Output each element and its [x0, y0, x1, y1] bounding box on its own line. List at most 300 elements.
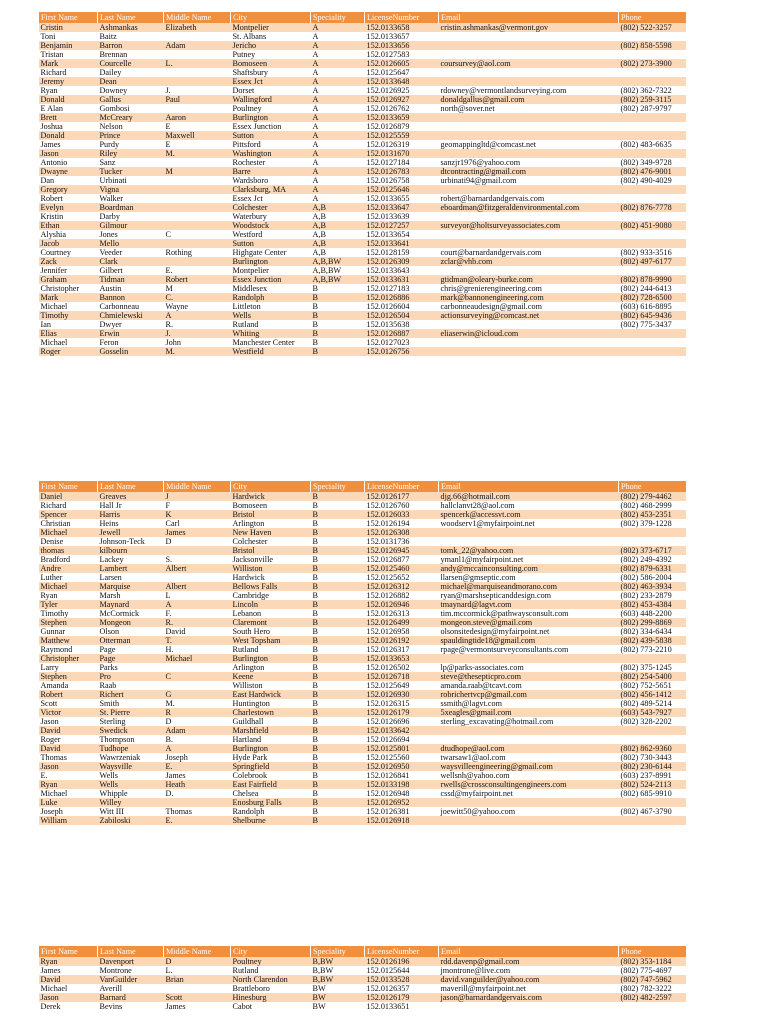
cell-first-name: Roger — [39, 735, 98, 744]
cell-email: carbonneaudesign@gmail.com — [439, 302, 619, 311]
header-row — [39, 12, 686, 23]
cell-city: Bristol — [231, 510, 311, 519]
cell-license-number: 152.0131736 — [365, 537, 439, 546]
cell-email: djg.66@hotmail.com — [439, 492, 619, 501]
cell-first-name: Timothy — [39, 609, 98, 618]
cell-email: steve@thesepticpro.com — [439, 672, 619, 681]
cell-license-number: 152.0133656 — [365, 41, 439, 50]
cell-city: Jericho — [231, 41, 311, 50]
cell-last-name: Dean — [98, 77, 164, 86]
cell-city: Clarksburg, MA — [231, 185, 311, 194]
cell-middle-name — [164, 798, 231, 807]
cell-license-number: 152.0126194 — [365, 519, 439, 528]
cell-last-name: Barron — [98, 41, 164, 50]
cell-city: Claremont — [231, 618, 311, 627]
cell-license-number: 152.0126886 — [365, 293, 439, 302]
cell-first-name: Graham — [39, 275, 98, 284]
cell-first-name: Spencer — [39, 510, 98, 519]
table-row — [39, 257, 686, 266]
cell-last-name: Bannon — [98, 293, 164, 302]
cell-speciality: A — [311, 23, 365, 32]
cell-speciality: B — [311, 347, 365, 356]
table-row — [39, 582, 686, 591]
cell-speciality: B — [311, 591, 365, 600]
cell-middle-name: Albert — [164, 564, 231, 573]
table-row — [39, 492, 686, 501]
table-row — [39, 311, 686, 320]
cell-speciality: A,B — [311, 203, 365, 212]
cell-email — [439, 122, 619, 131]
cell-email — [439, 77, 619, 86]
cell-last-name: Pro — [98, 672, 164, 681]
cell-first-name: Jeremy — [39, 77, 98, 86]
cell-city: Keene — [231, 672, 311, 681]
cell-middle-name: Albert — [164, 582, 231, 591]
table-row — [39, 221, 686, 230]
cell-last-name: Wells — [98, 780, 164, 789]
table-row — [39, 68, 686, 77]
cell-email: mongeon.steve@gmail.com — [439, 618, 619, 627]
cell-speciality: B — [311, 618, 365, 627]
cell-license-number: 152.0127257 — [365, 221, 439, 230]
cell-phone — [619, 149, 686, 158]
cell-city: Colchester — [231, 203, 311, 212]
column-header-middle-name: Middle Name — [164, 12, 231, 23]
cell-middle-name: M. — [164, 347, 231, 356]
cell-license-number: 152.0133639 — [365, 212, 439, 221]
cell-phone: (802) 249-4392 — [619, 555, 686, 564]
cell-license-number: 152.0133655 — [365, 194, 439, 203]
cell-first-name: Thomas — [39, 753, 98, 762]
cell-phone: (802) 522-3257 — [619, 23, 686, 32]
cell-phone — [619, 347, 686, 356]
cell-middle-name — [164, 77, 231, 86]
cell-phone: (802) 299-8869 — [619, 618, 686, 627]
cell-email: ssmith@lagvt.com — [439, 699, 619, 708]
table-row — [39, 555, 686, 564]
cell-email — [439, 41, 619, 50]
cell-speciality: A,B — [311, 239, 365, 248]
cell-email — [439, 537, 619, 546]
cell-last-name: Dailey — [98, 68, 164, 77]
cell-email — [439, 230, 619, 239]
cell-first-name: Michael — [39, 528, 98, 537]
cell-email: rdd.davenp@gmail.com — [439, 957, 619, 966]
cell-last-name: Clark — [98, 257, 164, 266]
cell-speciality: A,B — [311, 221, 365, 230]
cell-city: Rochester — [231, 158, 311, 167]
cell-speciality: A — [311, 149, 365, 158]
cell-license-number: 152.0126958 — [365, 627, 439, 636]
table-row — [39, 771, 686, 780]
table — [38, 481, 686, 825]
cell-city: Rutland — [231, 320, 311, 329]
cell-email — [439, 726, 619, 735]
cell-middle-name — [164, 573, 231, 582]
cell-city: Williston — [231, 564, 311, 573]
table-row — [39, 780, 686, 789]
cell-city: Randolph — [231, 293, 311, 302]
cell-email: rwells@crossconsultingengineers.com — [439, 780, 619, 789]
cell-speciality: BW — [311, 1002, 365, 1011]
cell-email: lp@parks-associates.com — [439, 663, 619, 672]
table-row — [39, 762, 686, 771]
cell-middle-name: Adam — [164, 726, 231, 735]
cell-phone: (802) 476-9001 — [619, 167, 686, 176]
cell-email — [439, 735, 619, 744]
cell-first-name: Amanda — [39, 681, 98, 690]
cell-city: Shelburne — [231, 816, 311, 825]
cell-phone: (802) 489-5214 — [619, 699, 686, 708]
cell-first-name: Jennifer — [39, 266, 98, 275]
cell-first-name: Christopher — [39, 284, 98, 293]
cell-middle-name: R. — [164, 618, 231, 627]
cell-phone: (802) 782-3222 — [619, 984, 686, 993]
cell-city: Highgate Center — [231, 248, 311, 257]
cell-phone — [619, 230, 686, 239]
cell-email: rdowney@vermontlandsurveying.com — [439, 86, 619, 95]
cell-city: Arlington — [231, 519, 311, 528]
cell-phone: (603) 237-8991 — [619, 771, 686, 780]
cell-license-number: 152.0125801 — [365, 744, 439, 753]
table-row — [39, 618, 686, 627]
cell-first-name: Antonio — [39, 158, 98, 167]
cell-speciality: B — [311, 329, 365, 338]
cell-phone: (802) 453-4384 — [619, 600, 686, 609]
cell-middle-name: M — [164, 167, 231, 176]
cell-last-name: Gallus — [98, 95, 164, 104]
cell-phone: (802) 467-3790 — [619, 807, 686, 816]
cell-phone: (802) 858-5598 — [619, 41, 686, 50]
table-row — [39, 293, 686, 302]
cell-middle-name: Joseph — [164, 753, 231, 762]
cell-first-name: Jacob — [39, 239, 98, 248]
cell-last-name: Mongeon — [98, 618, 164, 627]
cell-phone — [619, 194, 686, 203]
cell-speciality: B — [311, 690, 365, 699]
cell-middle-name: Thomas — [164, 807, 231, 816]
cell-speciality: B — [311, 338, 365, 347]
column-header-last-name: Last Name — [98, 12, 164, 23]
cell-phone: (802) 482-2597 — [619, 993, 686, 1002]
table-row — [39, 690, 686, 699]
column-header-middle-name: Middle Name — [164, 481, 231, 492]
cell-last-name: Dwyer — [98, 320, 164, 329]
cell-speciality: A — [311, 41, 365, 50]
cell-speciality: B — [311, 708, 365, 717]
table-row — [39, 212, 686, 221]
cell-last-name: Page — [98, 645, 164, 654]
cell-city: Huntington — [231, 699, 311, 708]
cell-first-name: Michael — [39, 582, 98, 591]
cell-speciality: B — [311, 744, 365, 753]
table-row — [39, 248, 686, 257]
cell-last-name: Walker — [98, 194, 164, 203]
table-row — [39, 591, 686, 600]
cell-city: East Fairfield — [231, 780, 311, 789]
cell-speciality: B — [311, 654, 365, 663]
cell-license-number: 152.0131670 — [365, 149, 439, 158]
cell-last-name: Tucker — [98, 167, 164, 176]
cell-middle-name: D — [164, 537, 231, 546]
cell-city: Hyde Park — [231, 753, 311, 762]
cell-last-name: Lambert — [98, 564, 164, 573]
cell-city: Burlington — [231, 257, 311, 266]
cell-email: twarsaw1@aol.com — [439, 753, 619, 762]
cell-first-name: Courtney — [39, 248, 98, 257]
cell-last-name: Swedick — [98, 726, 164, 735]
cell-city: Wardsboro — [231, 176, 311, 185]
table-row — [39, 609, 686, 618]
cell-speciality: B — [311, 771, 365, 780]
cell-email — [439, 1002, 619, 1011]
cell-city: Burlington — [231, 113, 311, 122]
cell-speciality: B — [311, 501, 365, 510]
cell-email: dtcontracting@gmail.com — [439, 167, 619, 176]
cell-phone: (802) 244-6413 — [619, 284, 686, 293]
cell-last-name: McCreary — [98, 113, 164, 122]
license-table-3 — [38, 946, 685, 1011]
cell-license-number: 152.0126192 — [365, 636, 439, 645]
header-row — [39, 481, 686, 492]
cell-email: court@barnardandgervais.com — [439, 248, 619, 257]
cell-middle-name — [164, 158, 231, 167]
cell-city: Rutland — [231, 645, 311, 654]
cell-last-name: Averill — [98, 984, 164, 993]
cell-last-name: Witt III — [98, 807, 164, 816]
cell-license-number: 152.0133648 — [365, 77, 439, 86]
cell-speciality: B — [311, 717, 365, 726]
cell-city: Essex Jct — [231, 77, 311, 86]
cell-license-number: 152.0133651 — [365, 1002, 439, 1011]
cell-speciality: BW — [311, 993, 365, 1002]
cell-license-number: 152.0126604 — [365, 302, 439, 311]
cell-speciality: A — [311, 167, 365, 176]
cell-middle-name: D — [164, 717, 231, 726]
cell-middle-name: A — [164, 600, 231, 609]
cell-speciality: A,B,BW — [311, 257, 365, 266]
cell-middle-name: Carl — [164, 519, 231, 528]
cell-last-name: Wawrzeniak — [98, 753, 164, 762]
cell-last-name: Waysville — [98, 762, 164, 771]
table-row — [39, 149, 686, 158]
cell-license-number: 152.0125646 — [365, 185, 439, 194]
cell-speciality: A — [311, 158, 365, 167]
cell-phone: (802) 379-1228 — [619, 519, 686, 528]
cell-email: rpage@vermontsurveyconsultants.com — [439, 645, 619, 654]
cell-first-name: Brett — [39, 113, 98, 122]
cell-email — [439, 149, 619, 158]
cell-middle-name: D. — [164, 789, 231, 798]
cell-email: urbinati94@gmail.com — [439, 176, 619, 185]
cell-email: david.vanguilder@yahoo.com — [439, 975, 619, 984]
cell-email: ryan@marshsepticanddesign.com — [439, 591, 619, 600]
cell-first-name: Ryan — [39, 957, 98, 966]
cell-city: Marshfield — [231, 726, 311, 735]
table-row — [39, 564, 686, 573]
cell-middle-name: James — [164, 1002, 231, 1011]
cell-last-name: Parks — [98, 663, 164, 672]
cell-license-number: 152.0126879 — [365, 122, 439, 131]
table-row — [39, 699, 686, 708]
cell-middle-name: Adam — [164, 41, 231, 50]
cell-email: surveyor@holtsurveyassociates.com — [439, 221, 619, 230]
cell-speciality: B — [311, 582, 365, 591]
cell-first-name: Joseph — [39, 807, 98, 816]
cell-middle-name — [164, 176, 231, 185]
cell-first-name: Stephen — [39, 672, 98, 681]
cell-city: Waterbury — [231, 212, 311, 221]
cell-phone: (802) 933-3516 — [619, 248, 686, 257]
cell-city: Hinesburg — [231, 993, 311, 1002]
cell-speciality: B — [311, 519, 365, 528]
cell-speciality: B — [311, 510, 365, 519]
cell-last-name: Olson — [98, 627, 164, 636]
column-header-email: Email — [439, 12, 619, 23]
cell-first-name: Ryan — [39, 86, 98, 95]
cell-license-number: 152.0126925 — [365, 86, 439, 95]
table-row — [39, 86, 686, 95]
cell-middle-name: E — [164, 122, 231, 131]
cell-phone: (802) 273-3900 — [619, 59, 686, 68]
table-row — [39, 735, 686, 744]
cell-middle-name: K — [164, 510, 231, 519]
table-row — [39, 230, 686, 239]
cell-speciality: B — [311, 302, 365, 311]
cell-middle-name: J. — [164, 329, 231, 338]
cell-last-name: Raab — [98, 681, 164, 690]
cell-phone: (802) 685-9910 — [619, 789, 686, 798]
cell-city: Cabot — [231, 1002, 311, 1011]
cell-city: Putney — [231, 50, 311, 59]
cell-last-name: Downey — [98, 86, 164, 95]
table-row — [39, 645, 686, 654]
cell-speciality: B — [311, 609, 365, 618]
cell-email: tim.mccormick@pathwaysconsult.com — [439, 609, 619, 618]
cell-speciality: A — [311, 131, 365, 140]
cell-email: chris@grenierengineering.com — [439, 284, 619, 293]
cell-license-number: 152.0127583 — [365, 50, 439, 59]
cell-first-name: Matthew — [39, 636, 98, 645]
cell-license-number: 152.0133657 — [365, 32, 439, 41]
table-body — [39, 23, 686, 356]
cell-phone: (603) 543-7927 — [619, 708, 686, 717]
cell-first-name: James — [39, 966, 98, 975]
cell-city: Wells — [231, 311, 311, 320]
cell-license-number: 152.0126179 — [365, 993, 439, 1002]
cell-last-name: Hall Jr — [98, 501, 164, 510]
cell-speciality: B — [311, 699, 365, 708]
cell-phone: (802) 879-6331 — [619, 564, 686, 573]
cell-speciality: A — [311, 50, 365, 59]
cell-speciality: B — [311, 528, 365, 537]
cell-email: ymanl1@myfairpoint.net — [439, 555, 619, 564]
cell-license-number: 152.0126196 — [365, 957, 439, 966]
cell-license-number: 152.0126357 — [365, 984, 439, 993]
cell-first-name: Elias — [39, 329, 98, 338]
cell-last-name: Larsen — [98, 573, 164, 582]
cell-speciality: A — [311, 86, 365, 95]
cell-license-number: 152.0126308 — [365, 528, 439, 537]
cell-license-number: 152.0126882 — [365, 591, 439, 600]
cell-middle-name: L — [164, 591, 231, 600]
cell-middle-name: Michael — [164, 654, 231, 663]
cell-first-name: Dwayne — [39, 167, 98, 176]
cell-middle-name: James — [164, 528, 231, 537]
column-header-speciality: Speciality — [311, 946, 365, 957]
cell-phone: (802) 645-9436 — [619, 311, 686, 320]
table-row — [39, 654, 686, 663]
table-row — [39, 239, 686, 248]
table-row — [39, 726, 686, 735]
cell-middle-name: A — [164, 744, 231, 753]
cell-speciality: B — [311, 320, 365, 329]
cell-city: Springfield — [231, 762, 311, 771]
cell-license-number: 152.0126504 — [365, 311, 439, 320]
cell-email — [439, 212, 619, 221]
cell-last-name: kilbourn — [98, 546, 164, 555]
cell-speciality: B,BW — [311, 957, 365, 966]
cell-speciality: A — [311, 185, 365, 194]
cell-first-name: Ryan — [39, 591, 98, 600]
cell-middle-name: L. — [164, 59, 231, 68]
cell-city: East Hardwick — [231, 690, 311, 699]
cell-speciality: B — [311, 600, 365, 609]
cell-city: Bomoseen — [231, 59, 311, 68]
column-header-last-name: Last Name — [98, 481, 164, 492]
cell-email — [439, 266, 619, 275]
cell-first-name: David — [39, 726, 98, 735]
cell-email — [439, 50, 619, 59]
cell-email — [439, 816, 619, 825]
cell-phone: (802) 353-1184 — [619, 957, 686, 966]
cell-first-name: Scott — [39, 699, 98, 708]
table-body — [39, 957, 686, 1011]
cell-speciality: B — [311, 311, 365, 320]
cell-speciality: A,B,BW — [311, 266, 365, 275]
cell-middle-name: J. — [164, 86, 231, 95]
cell-last-name: Ashmankas — [98, 23, 164, 32]
cell-license-number: 152.0125652 — [365, 573, 439, 582]
cell-first-name: Donald — [39, 131, 98, 140]
cell-city: Montpelier — [231, 266, 311, 275]
cell-license-number: 152.0126718 — [365, 672, 439, 681]
column-header-license-number: LicenseNumber — [365, 946, 439, 957]
cell-first-name: David — [39, 744, 98, 753]
table-row — [39, 347, 686, 356]
table-row — [39, 95, 686, 104]
cell-last-name: Willey — [98, 798, 164, 807]
cell-first-name: Dan — [39, 176, 98, 185]
cell-city: Dorset — [231, 86, 311, 95]
cell-speciality: B — [311, 573, 365, 582]
cell-license-number: 152.0126930 — [365, 690, 439, 699]
cell-email: eboardman@fitzgeraldenvironmental.com — [439, 203, 619, 212]
cell-email: andy@mccainconsulting.com — [439, 564, 619, 573]
cell-license-number: 152.0126877 — [365, 555, 439, 564]
table-row — [39, 338, 686, 347]
cell-middle-name — [164, 68, 231, 77]
cell-last-name: Feron — [98, 338, 164, 347]
header-row — [39, 12, 686, 23]
cell-speciality: B — [311, 663, 365, 672]
cell-first-name: Kristin — [39, 212, 98, 221]
cell-city: Guildhall — [231, 717, 311, 726]
cell-middle-name — [164, 185, 231, 194]
column-header-speciality: Speciality — [311, 481, 365, 492]
cell-phone: (802) 468-2999 — [619, 501, 686, 510]
cell-phone: (802) 862-9360 — [619, 744, 686, 753]
